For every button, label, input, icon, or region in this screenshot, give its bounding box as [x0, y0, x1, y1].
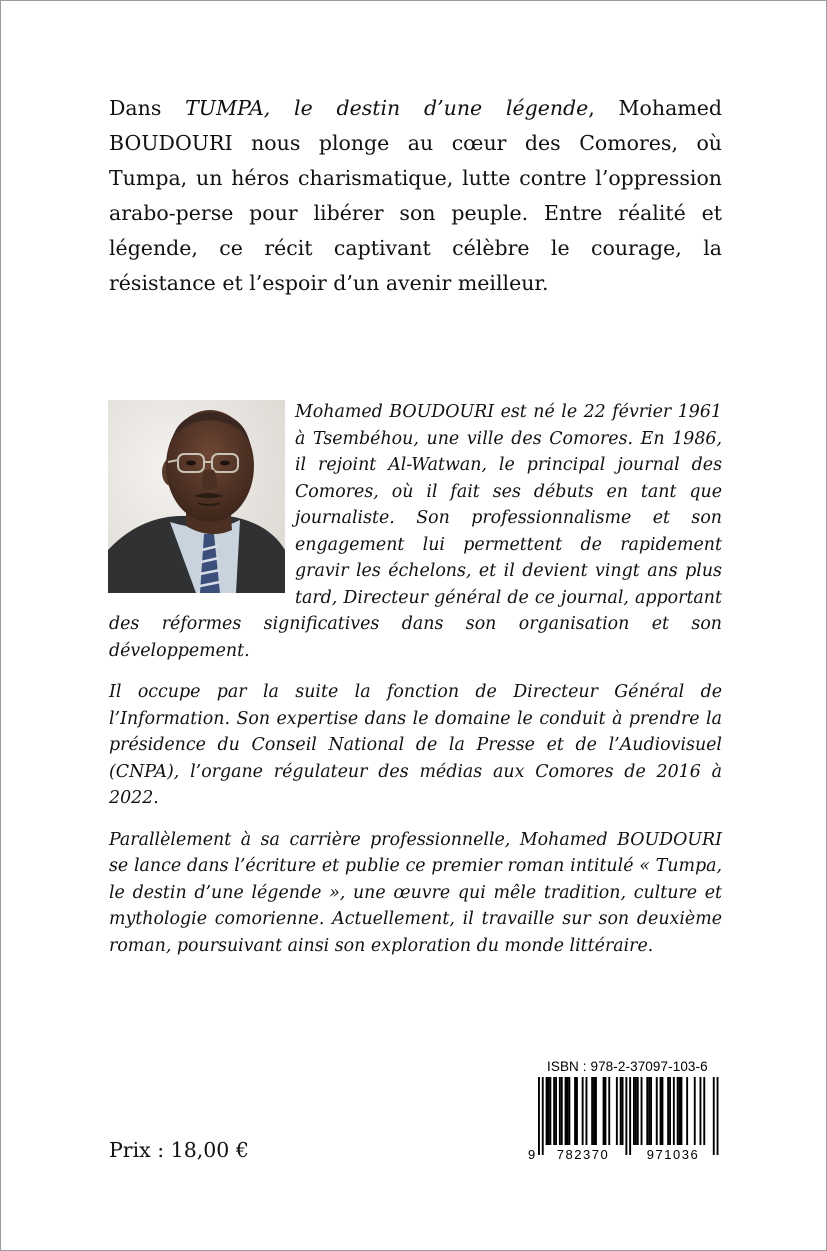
barcode-bar [576, 1077, 578, 1145]
barcode-bar [574, 1077, 576, 1145]
isbn-barcode [528, 1077, 724, 1161]
barcode-bar [694, 1077, 696, 1145]
barcode-bar [669, 1077, 671, 1145]
barcode-digits-right: 971036 [646, 1147, 700, 1161]
barcode-digit-first: 9 [528, 1147, 536, 1161]
barcode-bar [646, 1077, 648, 1145]
barcode-bar [542, 1077, 544, 1155]
barcode-bar [559, 1077, 561, 1145]
barcode-bar [679, 1077, 681, 1145]
barcode-bar [595, 1077, 597, 1145]
barcode-bar [641, 1077, 643, 1145]
blurb-book-title: TUMPA, le destin d’une légende [185, 96, 589, 120]
barcode-bar [629, 1077, 631, 1155]
barcode-bar [650, 1077, 652, 1145]
barcode-digits-left: 782370 [556, 1147, 610, 1161]
photo-spacer [109, 399, 295, 611]
barcode-bar [561, 1077, 563, 1145]
barcode-bar [582, 1077, 584, 1145]
barcode-bar [637, 1077, 639, 1145]
bio-paragraph-1: Mohamed BOUDOURI est né le 22 février 1961 à Tsembéhou, une ville des Comores. En 1986, il rejoint Al-Watwan, le principal journal des Comores, où il fait ses débuts en tant que journaliste. Son professionnalisme et son engagement lui permettent de rapidement gravir les échelons, et il devient vingt ans plus tard, Directeur général de ce journal, apportant des réformes significatives dans son organisation et son développement. [109, 402, 722, 661]
barcode-bar [608, 1077, 610, 1145]
book-blurb [109, 91, 722, 301]
barcode-bar [713, 1077, 715, 1155]
barcode-bar [700, 1077, 702, 1145]
barcode-bar [593, 1077, 595, 1145]
barcode-bar [605, 1077, 607, 1145]
barcode-bar [717, 1077, 719, 1155]
barcode-bar [635, 1077, 637, 1145]
isbn-label: ISBN : 978-2-37097-103-6 [547, 1059, 708, 1074]
barcode-bar [633, 1077, 635, 1145]
barcode-bar [546, 1077, 548, 1145]
bio-paragraph-3: Parallèlement à sa carrière professionnelle, Mohamed BOUDOURI se lance dans l’écriture et publie ce premier roman intitulé « Tumpa, le destin d’une légende », une œuvre qui mêle tradition, culture et mythologie comorienne. Actuellement, il travaille sur son deuxième roman, poursuivant ainsi son exploration du monde littéraire. [109, 829, 722, 956]
barcode-bar [660, 1077, 662, 1145]
barcode-bar [662, 1077, 664, 1145]
barcode-bar [703, 1077, 705, 1145]
barcode-bar [648, 1077, 650, 1145]
blurb-text: , Mohamed BOUDOURI nous plonge au cœur des Comores, où Tumpa, un héros charismatique, lutte contre l’oppression arabo-perse pour libérer son peuple. Entre réalité et légende, ce récit captivant célèbre le courage, la résistance et l’espoir d’un avenir meilleur. [109, 96, 723, 295]
barcode-bar [591, 1077, 593, 1145]
barcode-bar [565, 1077, 567, 1145]
barcode-bar [667, 1077, 669, 1145]
author-bio [109, 399, 722, 974]
barcode-bar [620, 1077, 622, 1145]
barcode-bar [568, 1077, 570, 1145]
barcode-bar [603, 1077, 605, 1145]
barcode-bar [567, 1077, 569, 1145]
barcode-bar [622, 1077, 624, 1145]
barcode-bar [673, 1077, 675, 1145]
barcode-bar [616, 1077, 618, 1145]
bio-paragraph-2: Il occupe par la suite la fonction de Directeur Général de l’Information. Son expertise dans le domaine le conduit à prendre la présidence du Conseil National de la Presse et de l’Audiovisuel (CNPA), l’organe régulateur des médias aux Comores de 2016 à 2022. [109, 682, 722, 808]
barcode-bar [686, 1077, 688, 1145]
barcode-bar [553, 1077, 555, 1145]
barcode-bar [677, 1077, 679, 1145]
blurb-prefix: Dans [109, 96, 186, 120]
barcode-bar [555, 1077, 557, 1145]
barcode-bar [548, 1077, 550, 1145]
barcode-bar [586, 1077, 588, 1145]
barcode-bar [549, 1077, 551, 1145]
barcode-bar [538, 1077, 540, 1155]
barcode-bar [681, 1077, 683, 1145]
price: Prix : 18,00 € [109, 1138, 249, 1162]
barcode-bar [656, 1077, 658, 1145]
barcode-bar [625, 1077, 627, 1155]
